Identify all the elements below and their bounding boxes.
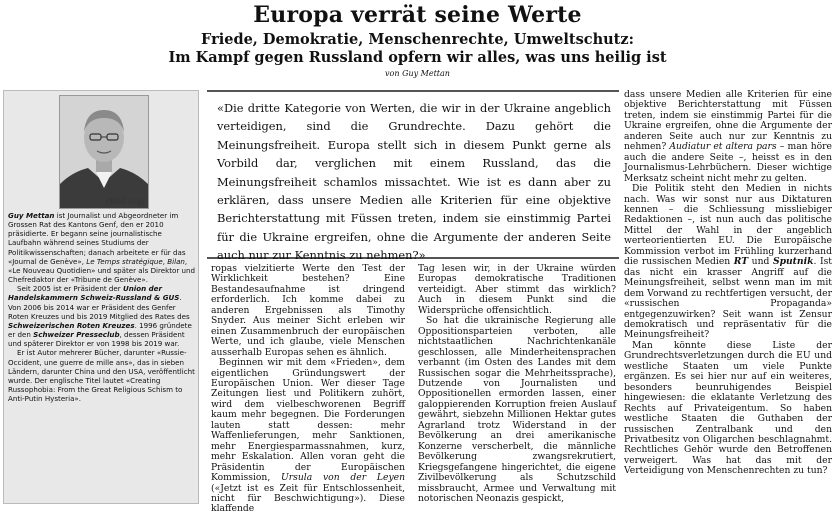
organization-name: Schweizer Presseclub [33,330,120,340]
bio-text-fragment: ist Journalist und Abgeordneter im Grossen Rat des Kantons Genf, den er 2010 präsidierte. Er begann seine journalistische Laufbahn während seines Studiums der Politikwissenschaften; danach arbeitete er für das «Journal de Genève», [8,211,186,266]
bio-paragraph-1 [8,211,196,284]
pull-quote-text: «Die dritte Kategorie von Werten, die wir in der Ukraine angeblich verteidigen, sind die Grundrechte. Dazu gehört die Meinungsfreiheit. Europa stellt sich in diesem Punkt gerne als Vorbild dar, verglichen mit einem Russland, das die Meinungsfreiheit schamlos missachtet. Wie ist es dann aber zu erklären, dass unsere Medien alle Kriterien für eine objektive Berichterstattung mit Füssen treten, indem sie einstimmig Partei für die Ukraine ergreifen, ohne die Argumente der anderen Seite auch nur zur Kenntnis zu nehmen?» [217,101,611,263]
publication-name: Le Temps stratégique [86,256,163,266]
bio-text-fragment: , «Le Nouveau Quotidien» und später als Direktor und Chefredaktor der «Tribune de Genève». [8,256,196,285]
article-column-3 [624,90,832,477]
author-portrait-image [60,96,148,208]
author-portrait [59,95,149,209]
paragraph [624,184,832,341]
text-fragment: dass unsere Medien alle Kriterien für eine objektive Berichterstattung mit Füssen treten, indem sie einstimmig Partei für die Ukraine ergreifen, ohne die Argumente der anderen Seite auch nur zur Kenntnis zu nehmen? [624,89,832,153]
text-fragment: («Jetzt ist es Zeit für Entschlossenheit, nicht für Beschwichtigung»). Diese klaffende [211,482,405,515]
paragraph: So hat die ukrainische Regierung alle Oppositionsparteien verboten, alle nichtstaatlichen Nachrichtenkanäle geschlossen, alle Minderheitensprachen verbannt (im Osten des Landes mit dem Russischen sogar die Mehrheitssprache), Dutzende von Journalisten und Oppositionellen ermorden lassen, einer galoppierenden Korruption freien Auslauf gewährt, siebzehn Millionen Hektar gutes Agrarland trotz Widerstand in der Bevölkerung an drei amerikanische Konzerne verscherbelt, die männliche Bevölkerung zwangsrekrutiert, Kriegsgefangene hingerichtet, die eigene Zivilbevölkerung als Schutzschild missbraucht, Armee und Verwaltung mit notorischen Neonazis gespickt, [418,315,616,504]
bio-text-fragment: , dessen Präsident und späterer Direktor er von 1998 bis 2019 war. [8,330,185,349]
author-name: Guy Mettan [8,211,55,220]
person-name: Ursula von der Leyen [281,472,405,484]
paragraph [211,358,405,515]
bio-text-fragment: Seit 2005 ist er Präsident der [17,284,123,294]
author-bio-text [8,211,196,403]
paragraph: Man könnte diese Liste der Grundrechtsverletzungen durch die EU und westliche Staaten um viele Punkte ergänzen. Es sei hier nur auf ein weiteres, besonders beunruhigendes Beispiel hingewiesen: die eklatante Verletzung des Rechts auf Privateigentum. So haben westliche Staaten die Guthaben der russischen Zentralbank und den Privatbesitz von Oligarchen beschlagnahmt. Rechtliches Gehör wurde den Betroffenen verweigert. Was hat das mit der Verteidigung von Menschenrechten zu tun? [624,339,832,477]
organization-name: Schweizerischen Roten Kreuzes [8,320,135,330]
text-fragment: Beginnen wir mit dem «Frieden», dem eigentlichen Gründungswert der Europäischen Union. Wer dieser Tage Zeitungen liest und Politikern zuhört, wird dem vielbeschworenen Begriff kaum mehr begegnen. Die Forderungen lauten statt dessen: mehr Waffenlieferungen, mehr Sanktionen, mehr Energiesparmassnahmen, kurz, mehr Eskalation. Allen voran geht die Präsidentin der Europäischen Kommission, [211,357,405,484]
publication-name: Bilan [167,256,185,266]
organization-name: Union der Handelskammern Schweiz-Russland & GUS [8,284,180,303]
article-column-2 [418,264,616,504]
paragraph [624,90,832,184]
photo-credit: (Bild zvg) [106,197,145,206]
bio-paragraph-3: Er ist Autor mehrerer Bücher, darunter «Russie-Occident, une guerre de mille ans», das in sieben Ländern, darunter China und den USA, veröffentlicht wurde. Der englische Titel lautet «Creating Russophobia: From the Great Religious Schism to Anti-Putin Hysteria». [8,348,195,404]
text-fragment: – man höre auch die andere Seite –, heisst es in den Journalismus-Lehrbüchern. Dieser wichtige Merksatz scheint nicht mehr zu gelten. [624,141,832,184]
article-subtitle-line2: Im Kampf gegen Russland opfern wir alles, was uns heilig ist [168,49,667,66]
media-name-rt: RT [733,256,749,268]
article-title: Europa verrät seine Werte [253,2,582,28]
text-fragment: Die Politik steht den Medien in nichts nach. Was wir sonst nur aus Diktaturen kennen – die Schliessung missliebiger Redaktionen –, ist nun auch das politische Mittel der Wahl in der angeblich werteorientierten EU. Die Europäische Kommission verbot im Frühling kurzerhand die russischen Medien [624,183,832,268]
article-subtitle-line1: Friede, Demokratie, Menschenrechte, Umweltschutz: [201,31,634,48]
paragraph: ropas vielzitierte Werte den Test der Wirklichkeit bestehen? Eine Bestandesaufnahme ist dringend erforderlich. Ich komme dabei zu anderen Ergebnissen als Timothy Snyder. Aus meiner Sicht erleben wir einen Zusammenbruch der europäischen Werte, und ich glaube, viele Menschen ausserhalb Europas sehen es ähnlich. [211,263,405,358]
text-fragment: und [748,256,773,268]
bio-text-fragment: . 1996 gründete er den [8,320,192,340]
article-column-1 [211,264,405,515]
bio-text-fragment: . Von 2006 bis 2014 war er Präsident des Genfer Roten Kreuzes und bis 2019 Mitglied des Rates des [8,293,190,321]
paragraph: Tag lesen wir, in der Ukraine würden Europas demokratische Traditionen verteidigt. Aber stimmt das wirklich? Auch in diesem Punkt sind die Widersprüche offensichtlich. [418,263,616,316]
media-name-sputnik: Sputnik [772,256,814,268]
latin-phrase: Audiatur et altera pars [669,141,777,153]
bio-paragraph-2 [8,284,196,348]
pull-quote-box [207,90,619,263]
text-fragment: . Ist das nicht ein krasser Angriff auf die Meinungsfreiheit, selbst wenn man im mit dem Vorwand zu rechtfertigen versucht, der «russischen Propaganda» entgegenzuwirken? Seit wann ist Zensur demokratisch und repräsentativ für die Meinungsfreiheit? [624,256,832,341]
bio-text-fragment: , [162,256,168,266]
author-bio-box [3,90,199,504]
byline: von Guy Mettan [385,69,450,78]
